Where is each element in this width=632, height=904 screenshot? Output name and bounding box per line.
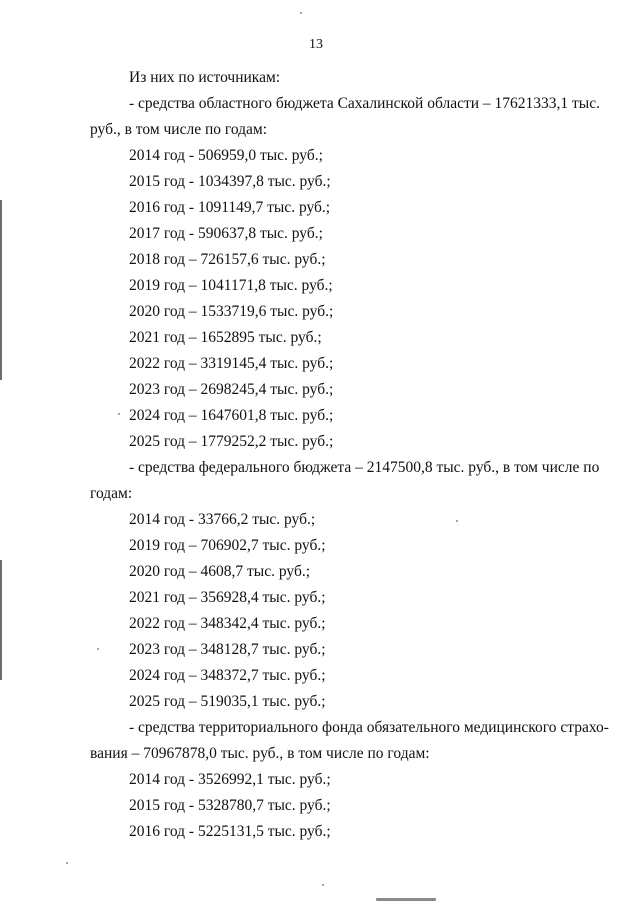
scan-speck <box>66 862 68 864</box>
list-item: 2016 год - 5225131,5 тыс. руб.; <box>129 823 331 840</box>
federal-budget-continuation: годам: <box>90 485 133 502</box>
list-item: 2025 год – 519035,1 тыс. руб.; <box>129 693 326 710</box>
scan-speck <box>376 898 436 901</box>
regional-budget-continuation: руб., в том числе по годам: <box>90 121 268 138</box>
scan-speck <box>97 648 99 650</box>
federal-budget-line: - средства федерального бюджета – 2147500,8 тыс. руб., в том числе по <box>129 459 600 476</box>
list-item: 2016 год - 1091149,7 тыс. руб.; <box>129 199 331 216</box>
list-item: 2014 год - 506959,0 тыс. руб.; <box>129 147 323 164</box>
list-item: 2015 год - 5328780,7 тыс. руб.; <box>129 797 331 814</box>
list-item: 2024 год – 348372,7 тыс. руб.; <box>129 667 326 684</box>
scan-speck <box>300 12 302 14</box>
insurance-fund-line: - средства территориального фонда обязательного медицинского страхо- <box>129 719 609 736</box>
regional-budget-line: - средства областного бюджета Сахалинской области – 17621333,1 тыс. <box>129 95 600 112</box>
list-item: 2023 год – 348128,7 тыс. руб.; <box>129 641 326 658</box>
list-item: 2015 год - 1034397,8 тыс. руб.; <box>129 173 331 190</box>
list-item: 2019 год – 706902,7 тыс. руб.; <box>129 537 326 554</box>
list-item: 2020 год – 4608,7 тыс. руб.; <box>129 563 311 580</box>
list-item: 2014 год - 3526992,1 тыс. руб.; <box>129 771 331 788</box>
scan-speck <box>322 884 324 886</box>
list-item: 2017 год - 590637,8 тыс. руб.; <box>129 225 323 242</box>
list-item: 2023 год – 2698245,4 тыс. руб.; <box>129 381 334 398</box>
scan-speck <box>456 520 458 522</box>
list-item: 2021 год – 1652895 тыс. руб.; <box>129 329 322 346</box>
list-item: 2019 год – 1041171,8 тыс. руб.; <box>129 277 333 294</box>
list-item: 2022 год – 348342,4 тыс. руб.; <box>129 615 326 632</box>
insurance-fund-continuation: вания – 70967878,0 тыс. руб., в том числе по годам: <box>90 745 430 762</box>
list-item: 2025 год – 1779252,2 тыс. руб.; <box>129 433 334 450</box>
scan-edge-mark <box>0 200 2 380</box>
page-number: 13 <box>309 37 323 52</box>
list-item: 2022 год – 3319145,4 тыс. руб.; <box>129 355 334 372</box>
list-item: 2024 год – 1647601,8 тыс. руб.; <box>129 407 334 424</box>
list-item: 2014 год - 33766,2 тыс. руб.; <box>129 511 316 528</box>
list-item: 2018 год – 726157,6 тыс. руб.; <box>129 251 326 268</box>
sources-heading: Из них по источникам: <box>129 69 281 86</box>
scan-speck <box>118 413 120 415</box>
list-item: 2020 год – 1533719,6 тыс. руб.; <box>129 303 334 320</box>
list-item: 2021 год – 356928,4 тыс. руб.; <box>129 589 326 606</box>
scan-edge-mark <box>0 560 2 680</box>
